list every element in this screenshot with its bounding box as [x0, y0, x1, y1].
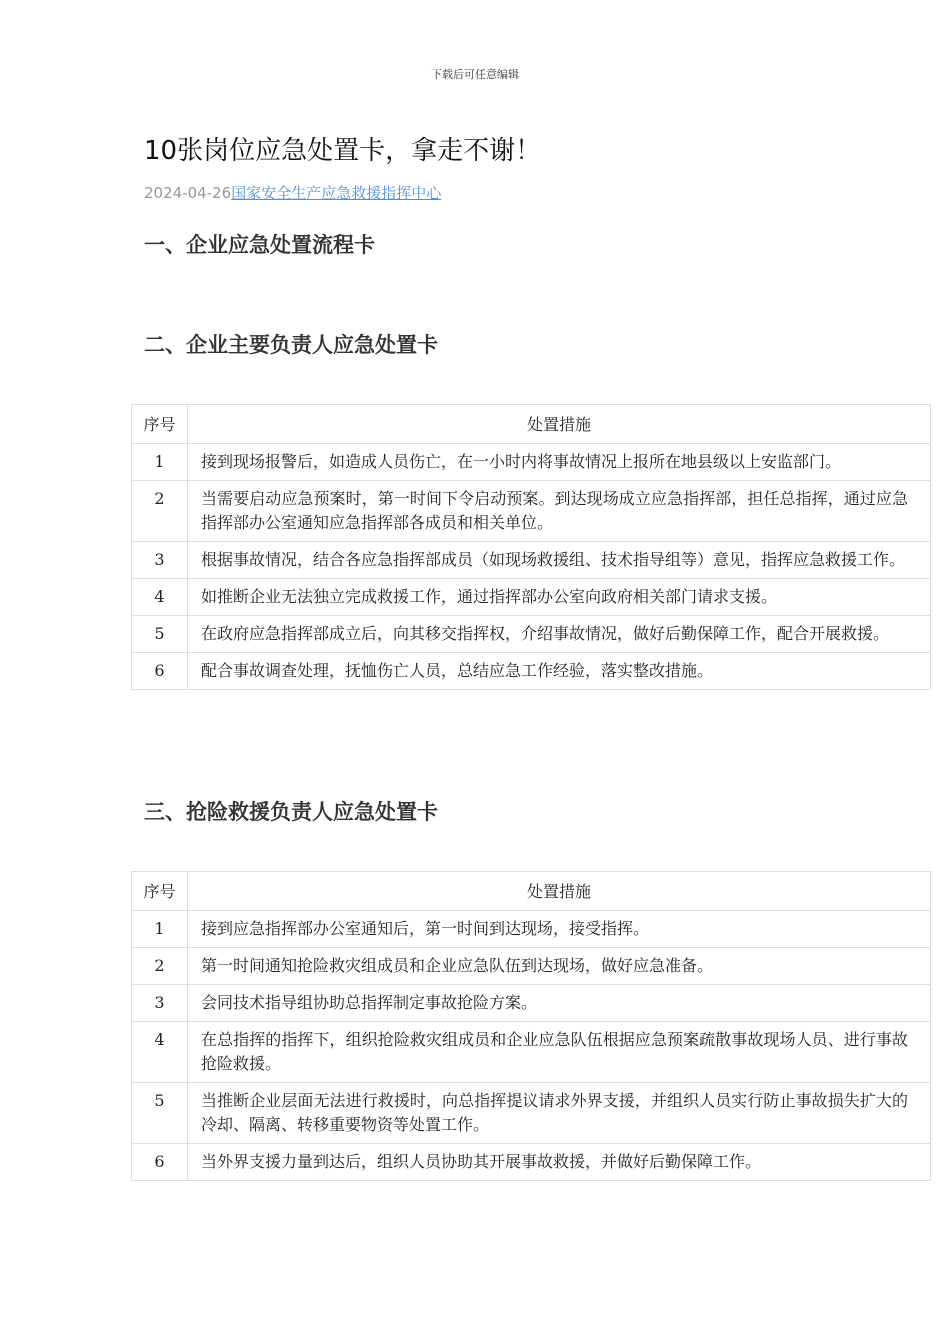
section-heading-3: 三、抢险救援负责人应急处置卡 [144, 800, 438, 824]
row-measure: 接到现场报警后，如造成人员伤亡，在一小时内将事故情况上报所在地县级以上安监部门。 [188, 444, 931, 481]
table-row [132, 985, 931, 1022]
table-row [132, 1022, 931, 1083]
section-heading-2: 二、企业主要负责人应急处置卡 [144, 333, 438, 357]
response-card-table-1 [131, 404, 931, 690]
row-number: 4 [132, 1022, 188, 1083]
row-measure: 根据事故情况，结合各应急指挥部成员（如现场救援组、技术指导组等）意见，指挥应急救援工作。 [188, 542, 931, 579]
row-number: 1 [132, 444, 188, 481]
table-row [132, 579, 931, 616]
table-row [132, 653, 931, 690]
row-measure: 配合事故调查处理，抚恤伤亡人员，总结应急工作经验，落实整改措施。 [188, 653, 931, 690]
row-number: 1 [132, 911, 188, 948]
table-header-row [132, 405, 931, 444]
row-number: 3 [132, 542, 188, 579]
row-measure: 如推断企业无法独立完成救援工作，通过指挥部办公室向政府相关部门请求支援。 [188, 579, 931, 616]
response-card-table-2 [131, 871, 931, 1181]
row-measure: 当外界支援力量到达后，组织人员协助其开展事故救援，并做好后勤保障工作。 [188, 1144, 931, 1181]
column-header-measures: 处置措施 [188, 872, 931, 911]
row-number: 3 [132, 985, 188, 1022]
column-header-number: 序号 [132, 405, 188, 444]
row-number: 2 [132, 481, 188, 542]
row-measure: 当推断企业层面无法进行救援时，向总指挥提议请求外界支援，并组织人员实行防止事故损失扩大的冷却、隔离、转移重要物资等处置工作。 [188, 1083, 931, 1144]
publish-date: 2024-04-26 [144, 184, 232, 202]
table-row [132, 1144, 931, 1181]
row-number: 6 [132, 653, 188, 690]
page-header-note: 下载后可任意编辑 [431, 68, 519, 81]
row-number: 5 [132, 616, 188, 653]
article-title: 10张岗位应急处置卡，拿走不谢！ [144, 136, 542, 166]
row-measure: 在总指挥的指挥下，组织抢险救灾组成员和企业应急队伍根据应急预案疏散事故现场人员、进行事故抢险救援。 [188, 1022, 931, 1083]
table-row [132, 481, 931, 542]
article-meta [144, 182, 441, 203]
table-row [132, 948, 931, 985]
row-measure: 在政府应急指挥部成立后，向其移交指挥权，介绍事故情况，做好后勤保障工作，配合开展救援。 [188, 616, 931, 653]
column-header-number: 序号 [132, 872, 188, 911]
column-header-measures: 处置措施 [188, 405, 931, 444]
table-row [132, 911, 931, 948]
row-measure: 会同技术指导组协助总指挥制定事故抢险方案。 [188, 985, 931, 1022]
table-row [132, 616, 931, 653]
table-row [132, 1083, 931, 1144]
row-number: 6 [132, 1144, 188, 1181]
row-measure: 第一时间通知抢险救灾组成员和企业应急队伍到达现场，做好应急准备。 [188, 948, 931, 985]
row-number: 2 [132, 948, 188, 985]
row-number: 5 [132, 1083, 188, 1144]
row-measure: 当需要启动应急预案时，第一时间下令启动预案。到达现场成立应急指挥部，担任总指挥，通过应急指挥部办公室通知应急指挥部各成员和相关单位。 [188, 481, 931, 542]
table-header-row [132, 872, 931, 911]
table-row [132, 444, 931, 481]
section-heading-1: 一、企业应急处置流程卡 [144, 233, 375, 257]
table-row [132, 542, 931, 579]
source-link[interactable]: 国家安全生产应急救援指挥中心 [231, 184, 442, 202]
row-number: 4 [132, 579, 188, 616]
row-measure: 接到应急指挥部办公室通知后，第一时间到达现场，接受指挥。 [188, 911, 931, 948]
